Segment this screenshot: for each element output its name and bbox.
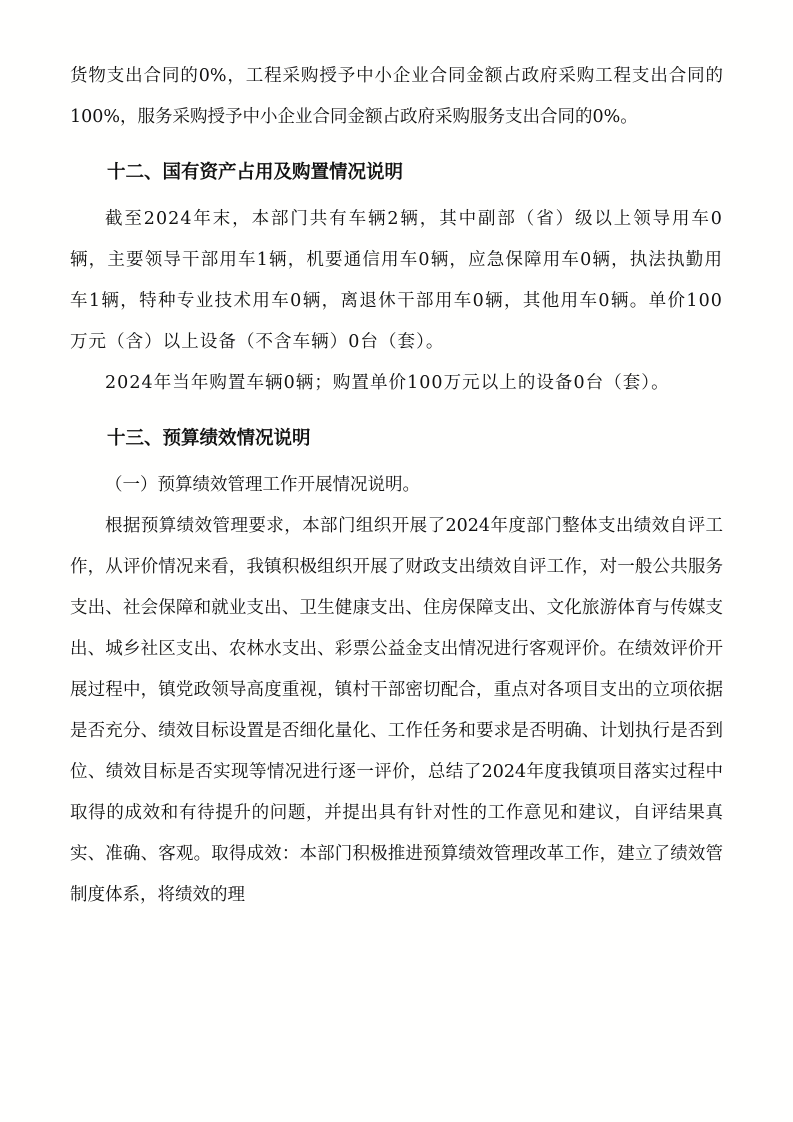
paragraph-performance-subsection: （一）预算绩效管理工作开展情况说明。 [105, 475, 420, 495]
paragraph-vehicle-purchase: 2024年当年购置车辆0辆；购置单价100万元以上的设备0台（套）。 [105, 373, 670, 393]
section-heading-thirteen: 十三、预算绩效情况说明 [107, 428, 311, 449]
paragraph-continued-top: 货物支出合同的0%，工程采购授予中小企业合同金额占政府采购工程支出合同的100%，服务采购授予中小企业合同金额占政府采购服务支出合同的0%。 [70, 66, 723, 127]
paragraph-state-assets: 截至2024年末，本部门共有车辆2辆，其中副部（省）级以上领导用车0辆，主要领导干部用车1辆，机要通信用车0辆，应急保障用车0辆，执法执勤用车1辆，特种专业技术用车0辆，离退休干部用车0辆，其他用车0辆。单价100万元（含）以上设备（不含车辆）0台（套）。 [70, 209, 723, 352]
document-body [70, 56, 723, 916]
paragraph-performance-body: 根据预算绩效管理要求，本部门组织开展了2024年度部门整体支出绩效自评工作，从评价情况来看，我镇积极组织开展了财政支出绩效自评工作，对一般公共服务支出、社会保障和就业支出、卫生健康支出、住房保障支出、文化旅游体育与传媒支出、城乡社区支出、农林水支出、彩票公益金支出情况进行客观评价。在绩效评价开展过程中，镇党政领导高度重视，镇村干部密切配合，重点对各项目支出的立项依据是否充分、绩效目标设置是否细化量化、工作任务和要求是否明确、计划执行是否到位、绩效目标是否实现等情况进行逐一评价，总结了2024年度我镇项目落实过程中取得的成效和有待提升的问题，并提出具有针对性的工作意见和建议，自评结果真实、准确、客观。取得成效：本部门积极推进预算绩效管理改革工作，建立了绩效管制度体系，将绩效的理 [70, 516, 723, 905]
section-heading-twelve: 十二、国有资产占用及购置情况说明 [107, 162, 404, 183]
